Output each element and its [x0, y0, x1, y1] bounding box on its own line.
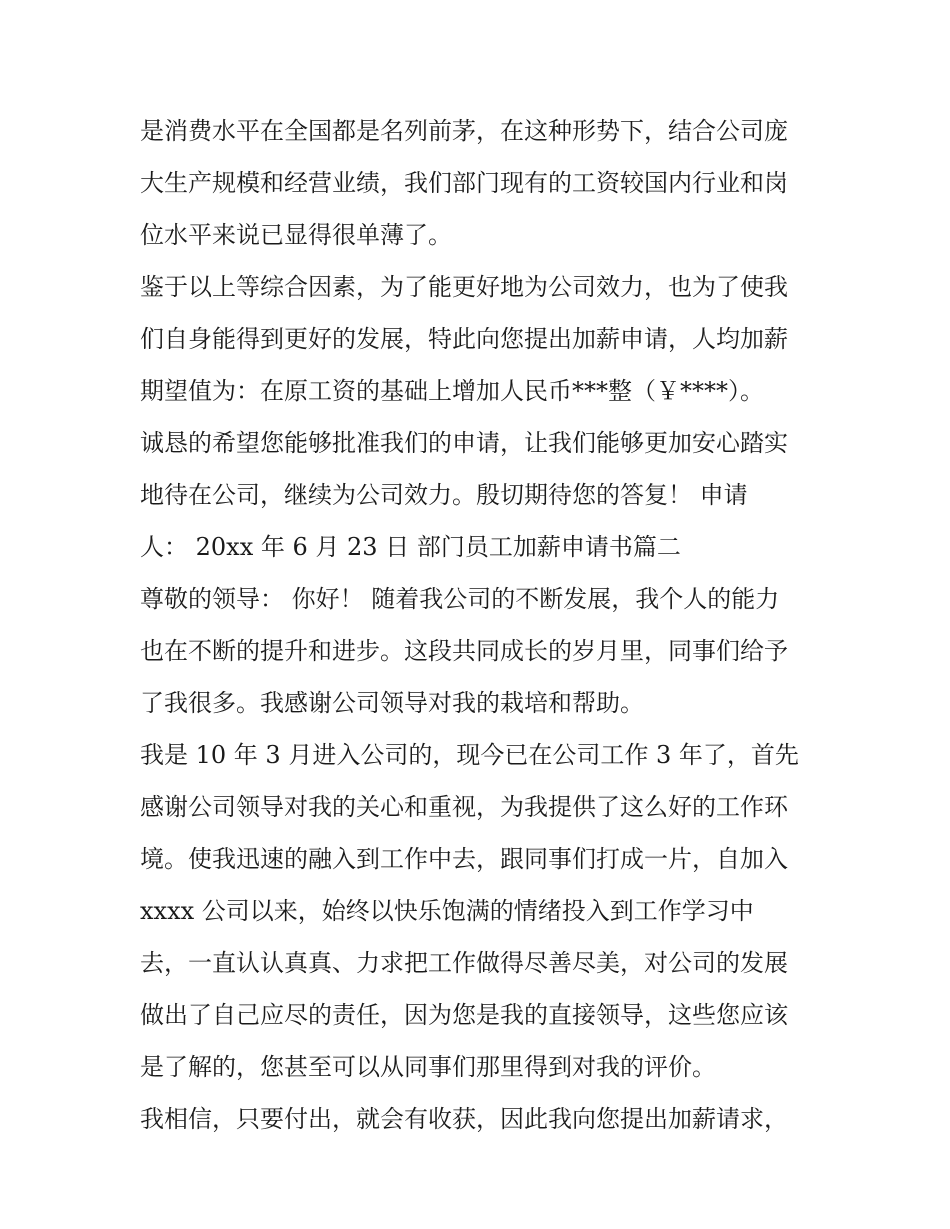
text-line: 人： 20xx 年 6 月 23 日 部门员工加薪申请书篇二 [140, 533, 681, 561]
text-line: 我相信，只要付出，就会有收获，因此我向您提出加薪请求， [140, 1105, 788, 1133]
text-line: 位水平来说已显得很单薄了。 [140, 221, 452, 249]
text-line: 鉴于以上等综合因素，为了能更好地为公司效力，也为了使我 [140, 273, 788, 301]
body-text [140, 105, 830, 1145]
text-line: 境。使我迅速的融入到工作中去，跟同事们打成一片，自加入 [140, 845, 788, 873]
text-line: 感谢公司领导对我的关心和重视，为我提供了这么好的工作环 [140, 793, 788, 821]
text-line: xxxx 公司以来，始终以快乐饱满的情绪投入到工作学习中 [140, 897, 754, 925]
text-line: 诚恳的希望您能够批准我们的申请，让我们能够更加安心踏实 [140, 429, 788, 457]
text-line: 是了解的，您甚至可以从同事们那里得到对我的评价。 [140, 1053, 716, 1081]
text-line: 地待在公司，继续为公司效力。殷切期待您的答复！ 申请 [140, 481, 748, 509]
text-line: 尊敬的领导： 你好！ 随着我公司的不断发展，我个人的能力 [140, 585, 780, 613]
text-line: 期望值为：在原工资的基础上增加人民币***整（￥****）。 [140, 377, 764, 405]
text-line: 做出了自己应尽的责任，因为您是我的直接领导，这些您应该 [140, 1001, 788, 1029]
text-line: 们自身能得到更好的发展，特此向您提出加薪申请，人均加薪 [140, 325, 788, 353]
text-line: 是消费水平在全国都是名列前茅，在这种形势下，结合公司庞 [140, 117, 788, 145]
text-line: 也在不断的提升和进步。这段共同成长的岁月里，同事们给予 [140, 637, 788, 665]
text-line: 我是 10 年 3 月进入公司的，现今已在公司工作 3 年了，首先 [140, 741, 799, 769]
text-line: 大生产规模和经营业绩，我们部门现有的工资较国内行业和岗 [140, 169, 788, 197]
text-line: 去，一直认认真真、力求把工作做得尽善尽美，对公司的发展 [140, 949, 788, 977]
text-line: 了我很多。我感谢公司领导对我的栽培和帮助。 [140, 689, 644, 717]
